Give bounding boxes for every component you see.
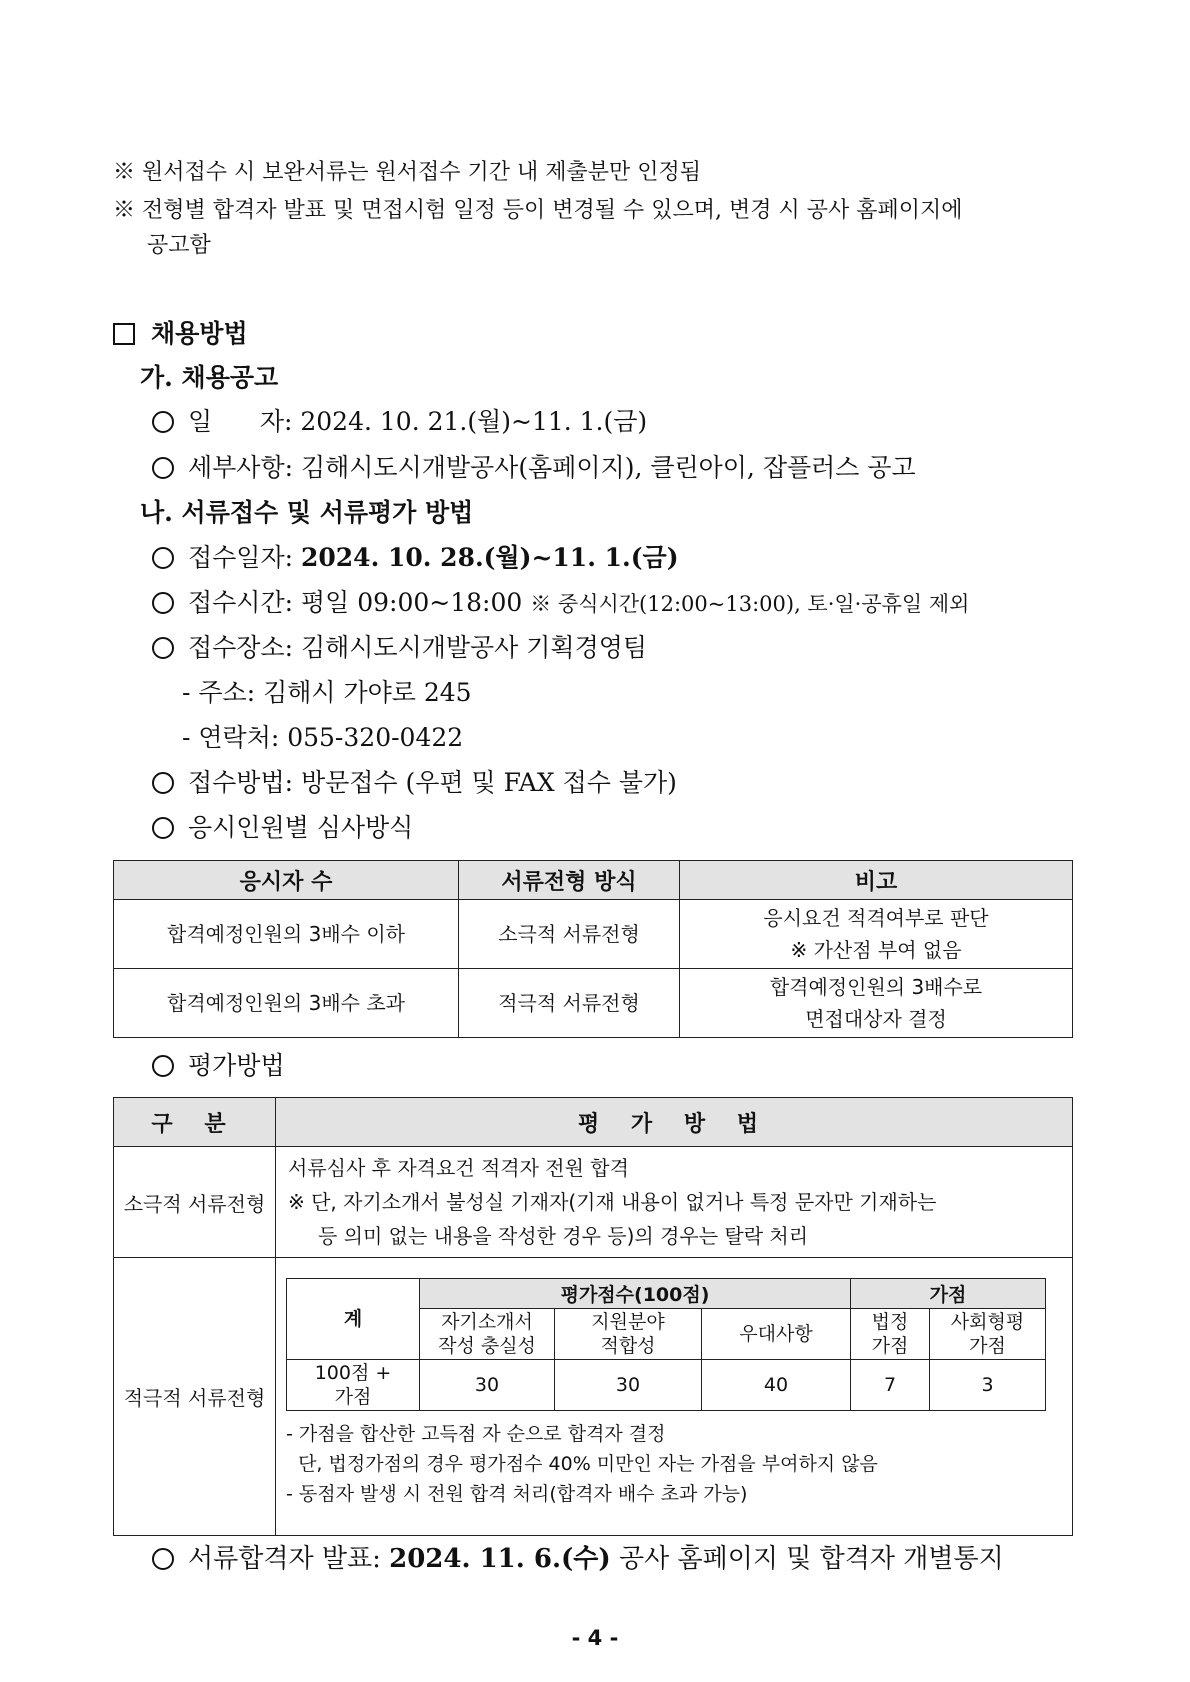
section-title: 채용방법 <box>151 319 248 348</box>
announcement-label: 서류합격자 발표: <box>188 1544 381 1574</box>
recruit-detail-value: 김해시도시개발공사(홈페이지), 클린아이, 잡플러스 공고 <box>300 453 916 482</box>
circle-bullet-icon <box>152 411 174 433</box>
header-bonus: 가점 <box>851 1279 1046 1309</box>
score-table <box>286 1278 1046 1411</box>
memo-3: - 동점자 발생 시 전원 합격 처리(합격자 배수 초과 가능) <box>286 1483 748 1505</box>
receipt-method-line <box>152 763 677 799</box>
circle-bullet-icon <box>152 592 174 614</box>
announcement-text: 공사 홈페이지 및 합격자 개별통지 <box>619 1544 1004 1574</box>
subheading-b: 나. 서류접수 및 서류평가 방법 <box>140 498 474 527</box>
header-score: 평가점수(100점) <box>420 1279 851 1309</box>
receipt-date-value: 2024. 10. 28.(월)~11. 1.(금) <box>300 543 679 572</box>
header-remarks: 비고 <box>680 861 1073 900</box>
eval-method-title: 평가방법 <box>188 1051 285 1080</box>
cell-total: 100점 + 가점 <box>287 1360 420 1411</box>
cell-remarks: 합격예정인원의 3배수로 면접대상자 결정 <box>680 969 1073 1038</box>
checkbox-square-icon <box>113 323 135 345</box>
header-eval-method: 평 가 방 법 <box>276 1098 1073 1147</box>
receipt-place-line <box>152 628 647 664</box>
receipt-place-label: 접수장소: <box>188 633 294 662</box>
note-2-cont: 공고함 <box>147 233 211 258</box>
header-applicants: 응시자 수 <box>114 861 459 900</box>
table-row <box>114 900 1073 969</box>
cell-active-method <box>276 1258 1073 1536</box>
cell-applicants: 합격예정인원의 3배수 이하 <box>114 900 459 969</box>
circle-bullet-icon <box>152 1055 174 1077</box>
memo-2: 단, 법정가점의 경우 평가점수 40% 미만인 자는 가점을 부여하지 않음 <box>286 1453 878 1475</box>
cell-applicants: 합격예정인원의 3배수 초과 <box>114 969 459 1038</box>
table-row <box>114 1147 1073 1258</box>
announcement-date: 2024. 11. 6.(수) <box>389 1544 611 1574</box>
header-legal-bonus: 법정 가점 <box>851 1309 930 1360</box>
section-heading <box>113 314 248 350</box>
contact-line: - 연락처: 055-320-0422 <box>182 723 464 752</box>
recruit-date-value: 2024. 10. 21.(월)~11. 1.(금) <box>300 407 648 436</box>
cell-self-intro: 30 <box>420 1360 555 1411</box>
note-2: ※ 전형별 합격자 발표 및 면접시험 일정 등이 변경될 수 있으며, 변경 시 공사 홈페이지에 <box>113 198 963 223</box>
header-self-intro: 자기소개서 작성 충실성 <box>420 1309 555 1360</box>
receipt-method-label: 접수방법: <box>188 768 294 797</box>
circle-bullet-icon <box>152 1548 174 1570</box>
evaluation-table <box>113 1097 1073 1536</box>
receipt-method-value: 방문접수 (우편 및 FAX 접수 불가) <box>300 768 677 797</box>
cell-screening-type: 소극적 서류전형 <box>459 900 680 969</box>
receipt-time-label: 접수시간: <box>188 588 294 617</box>
receipt-place-value: 김해시도시개발공사 기획경영팀 <box>300 633 648 662</box>
circle-bullet-icon <box>152 547 174 569</box>
announcement-line <box>152 1538 1004 1575</box>
circle-bullet-icon <box>152 457 174 479</box>
header-fit: 지원분야 적합성 <box>555 1309 702 1360</box>
cell-active-label: 적극적 서류전형 <box>114 1258 276 1536</box>
page-number: - 4 - <box>571 1626 619 1650</box>
table-row <box>114 969 1073 1038</box>
receipt-date-line <box>152 538 679 574</box>
memo-1: - 가점을 합산한 고득점 자 순으로 합격자 결정 <box>286 1423 666 1445</box>
address-line: - 주소: 김해시 가야로 245 <box>182 678 472 707</box>
recruit-detail-line <box>152 448 916 484</box>
circle-bullet-icon <box>152 637 174 659</box>
receipt-time-note: ※ 중식시간(12:00~13:00), 토·일·공휴일 제외 <box>530 592 970 616</box>
receipt-time-value: 평일 09:00~18:00 <box>300 588 523 617</box>
receipt-time-line <box>152 583 969 619</box>
subheading-a: 가. 채용공고 <box>140 363 279 392</box>
cell-social-bonus: 3 <box>930 1360 1046 1411</box>
header-total: 계 <box>287 1279 420 1360</box>
header-category: 구 분 <box>114 1098 276 1147</box>
cell-passive-method: 서류심사 후 자격요건 적격자 전원 합격 ※ 단, 자기소개서 불성실 기재자(기재 내용이 없거나 특정 문자만 기재하는 등 의미 없는 내용을 작성한 경우 등)의 경우는 탈락 처리 <box>276 1147 1073 1258</box>
header-social-bonus: 사회형평 가점 <box>930 1309 1046 1360</box>
cell-remarks: 응시요건 적격여부로 판단 ※ 가산점 부여 없음 <box>680 900 1073 969</box>
recruit-date-line <box>152 402 647 438</box>
recruit-date-label: 일 자: <box>188 407 293 436</box>
table-row <box>287 1360 1046 1411</box>
circle-bullet-icon <box>152 817 174 839</box>
cell-passive-label: 소극적 서류전형 <box>114 1147 276 1258</box>
cell-fit: 30 <box>555 1360 702 1411</box>
cell-legal-bonus: 7 <box>851 1360 930 1411</box>
table-row <box>114 1258 1073 1536</box>
circle-bullet-icon <box>152 772 174 794</box>
note-1: ※ 원서접수 시 보완서류는 원서접수 기간 내 제출분만 인정됨 <box>113 160 701 185</box>
cell-screening-type: 적극적 서류전형 <box>459 969 680 1038</box>
eval-method-line <box>152 1046 285 1082</box>
header-screening-type: 서류전형 방식 <box>459 861 680 900</box>
review-method-title: 응시인원별 심사방식 <box>188 813 414 842</box>
review-method-line <box>152 808 413 844</box>
recruit-detail-label: 세부사항: <box>188 453 294 482</box>
receipt-date-label: 접수일자: <box>188 543 294 572</box>
cell-preference: 40 <box>702 1360 851 1411</box>
review-table <box>113 860 1073 1038</box>
header-preference: 우대사항 <box>702 1309 851 1360</box>
